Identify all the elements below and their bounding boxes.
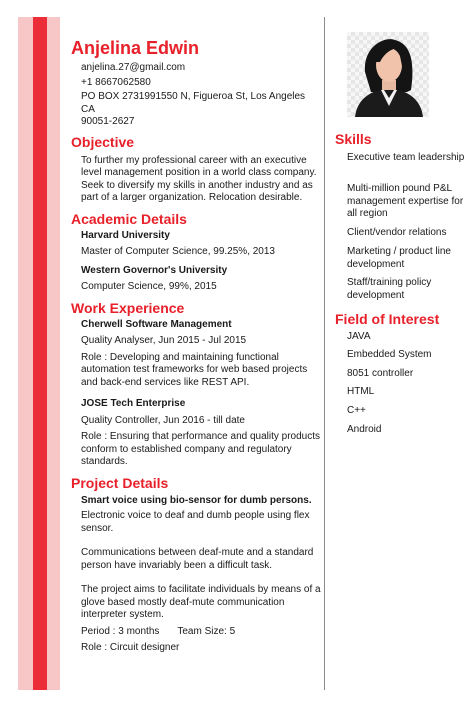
project-team-size: Team Size: 5 [177, 625, 236, 637]
profile-photo [347, 32, 429, 117]
contact-block [71, 62, 321, 129]
school-detail: Master of Computer Science, 99.25%, 2013 [81, 246, 275, 257]
school-name: Western Governor's University [81, 264, 228, 276]
school-name: Harvard University [81, 229, 170, 241]
interest-item: HTML [347, 386, 375, 397]
skill-item: Multi-million pound P&L management expertise for all region [347, 183, 464, 219]
interest-item: C++ [347, 405, 366, 416]
decorative-stripe-dark [33, 17, 47, 690]
job-position: Quality Analyser, Jun 2015 - Jul 2015 [81, 335, 247, 346]
project-heading: Project Details [71, 474, 169, 491]
project-name: Smart voice using bio-sensor for dumb persons. [81, 494, 312, 506]
objective-heading: Objective [71, 133, 135, 150]
interest-heading: Field of Interest [335, 311, 440, 327]
objective-text: To further my professional career with an executive level management position in a world class company. Seek to diversify my skills in another industry and as part of a larger organization. Relocation desirable. [81, 154, 317, 203]
job-position: Quality Controller, Jun 2016 - till date [81, 414, 245, 426]
candidate-name: Anjelina Edwin [71, 38, 200, 58]
skill-item: Marketing / product line development [347, 246, 451, 270]
project-paragraph: Communications between deaf-mute and a standard person have invariably been a difficult task. [81, 547, 314, 571]
project-role: Role : Circuit designer [81, 642, 180, 653]
column-divider [324, 17, 325, 690]
project-paragraph: Electronic voice to deaf and dumb people using flex sensor. [81, 510, 310, 534]
address-line-1: PO BOX 2731991550 N, Figueroa St, Los Angeles CA [81, 91, 306, 115]
skills-heading: Skills [335, 131, 372, 147]
email: anjelina.27@gmail.com [81, 62, 186, 73]
project-paragraph: The project aims to facilitate individuals by means of a glove based mostly deaf-mute communication interpreter system. [81, 584, 321, 620]
job-role: Role : Developing and maintaining functional automation test frameworks for web based projects and back-end services like REST API. [81, 351, 308, 388]
skill-item: Staff/training policy development [347, 277, 432, 301]
job-role: Role : Ensuring that performance and quality products conform to established company and regulatory standards. [81, 431, 321, 467]
interest-item: Android [347, 424, 382, 435]
interest-item: Embedded System [347, 349, 432, 360]
phone: +1 8667062580 [81, 76, 151, 88]
school-detail: Computer Science, 99%, 2015 [81, 281, 217, 292]
skill-item: Executive team leadership [347, 152, 465, 163]
address-line-2: 90051-2627 [81, 116, 135, 127]
interest-item: 8051 controller [347, 368, 414, 379]
academic-heading: Academic Details [71, 210, 187, 227]
avatar-icon [347, 32, 429, 117]
interest-item: JAVA [347, 331, 371, 342]
project-period: Period : 3 months [81, 625, 160, 637]
project-meta [71, 626, 321, 639]
work-heading: Work Experience [71, 299, 185, 316]
skill-item: Client/vendor relations [347, 227, 447, 238]
company-name: Cherwell Software Management [81, 318, 232, 330]
company-name: JOSE Tech Enterprise [81, 398, 186, 409]
main-column [71, 38, 321, 655]
